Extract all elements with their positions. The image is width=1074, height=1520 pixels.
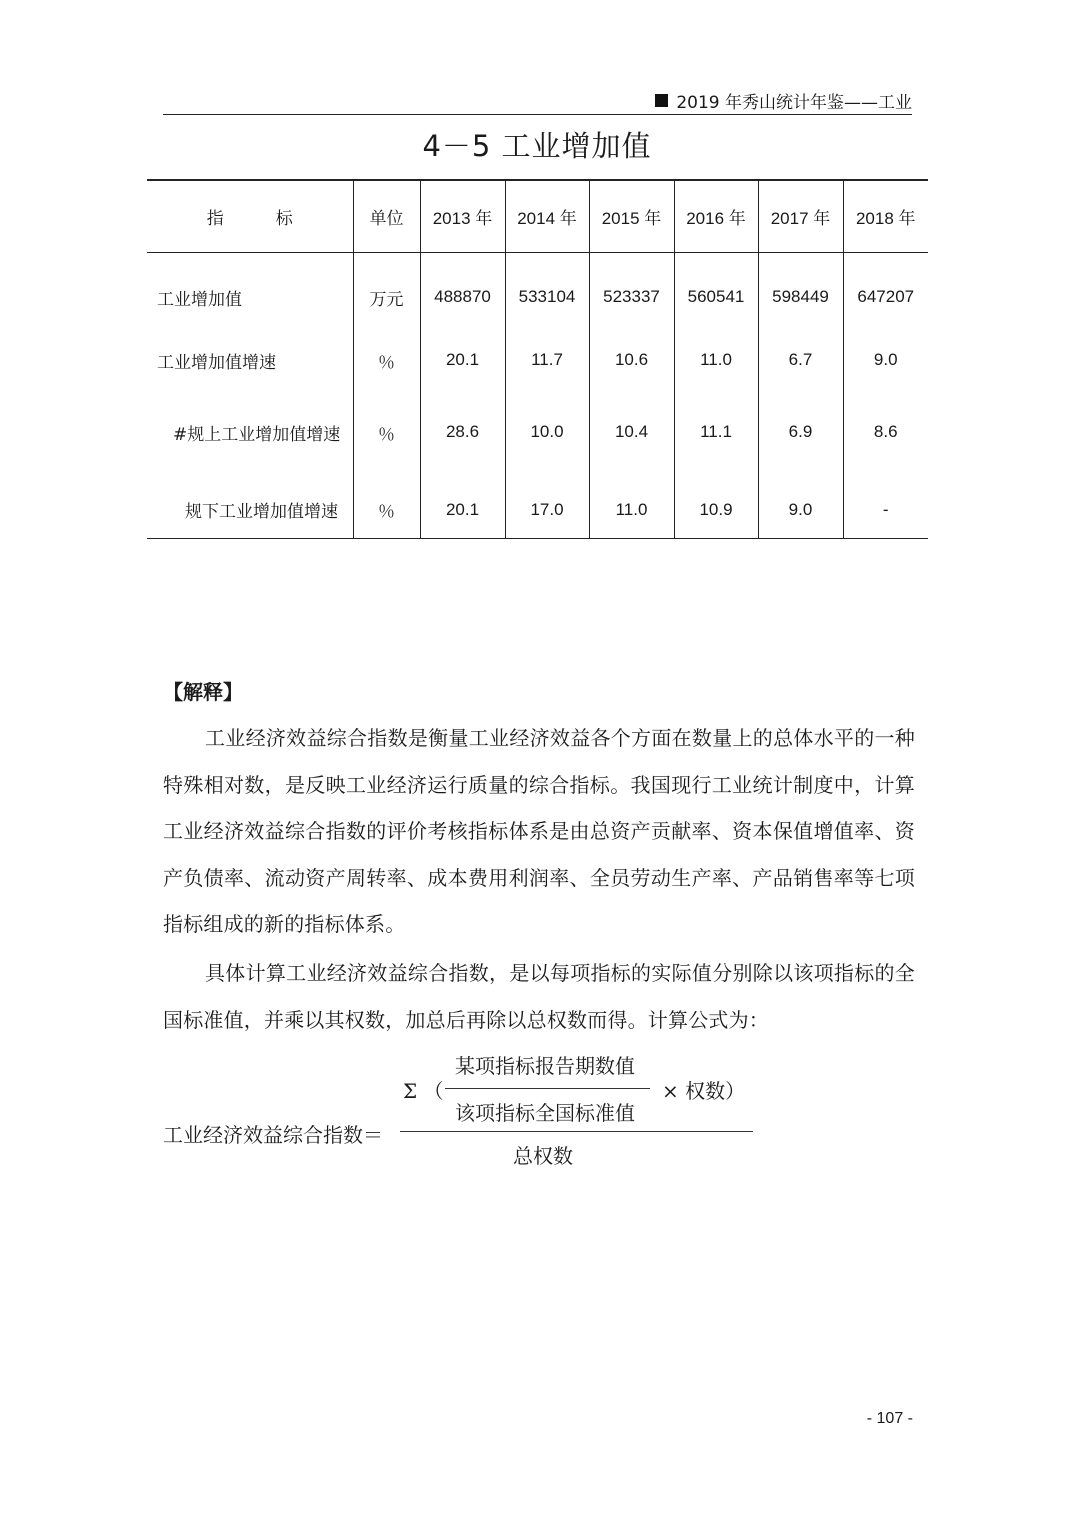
cell-value: 9.0 <box>843 324 928 396</box>
formula-sigma: Σ （ <box>403 1079 444 1103</box>
header-year: 2018 年 <box>843 180 928 252</box>
cell-value: 10.0 <box>505 396 589 468</box>
table-header-row <box>147 180 928 252</box>
header-year: 2013 年 <box>420 180 505 252</box>
cell-value: 8.6 <box>843 396 928 468</box>
header-year: 2016 年 <box>674 180 758 252</box>
cell-value: 598449 <box>758 252 843 324</box>
cell-value: 560541 <box>674 252 758 324</box>
cell-value: 17.0 <box>505 468 589 538</box>
table-row <box>147 252 928 324</box>
cell-value: 523337 <box>589 252 674 324</box>
running-header <box>163 86 912 115</box>
cell-value: 28.6 <box>420 396 505 468</box>
explanation-heading: 【解释】 <box>163 680 243 704</box>
row-label: 工业增加值 <box>157 289 242 310</box>
cell-value: 533104 <box>505 252 589 324</box>
row-label: 规下工业增加值增速 <box>147 468 353 538</box>
cell-value: 6.7 <box>758 324 843 396</box>
formula-times-weight: × 权数） <box>662 1079 746 1103</box>
header-year: 2014 年 <box>505 180 589 252</box>
formula-total-weight: 总权数 <box>513 1144 573 1168</box>
header-indicator: 指 标 <box>147 180 353 252</box>
cell-value: 20.1 <box>420 468 505 538</box>
row-label: 工业增加值增速 <box>157 352 276 373</box>
cell-value: 11.0 <box>589 468 674 538</box>
cell-value: 11.1 <box>674 396 758 468</box>
cell-value: 20.1 <box>420 324 505 396</box>
formula-inner-fraction-bar <box>445 1088 650 1089</box>
explanation-paragraph: 工业经济效益综合指数是衡量工业经济效益各个方面在数量上的总体水平的一种特殊相对数，是反映工业经济运行质量的综合指标。我国现行工业统计制度中，计算工业经济效益综合指数的评价考核指标体系是由总资产贡献率、资本保值增值率、资产负债率、流动资产周转率、成本费用利润率、全员劳动生产率、产品销售率等七项指标组成的新的指标体系。 <box>163 726 915 936</box>
formula-numerator: 某项指标报告期数值 <box>455 1054 635 1078</box>
row-unit: ％ <box>353 396 420 468</box>
header-year: 2017 年 <box>758 180 843 252</box>
table-row <box>147 468 928 538</box>
formula-denominator: 该项指标全国标准值 <box>455 1101 635 1125</box>
formula-lhs: 工业经济效益综合指数＝ <box>163 1123 383 1147</box>
header-text: 2019 年秀山统计年鉴——工业 <box>676 93 912 113</box>
cell-value: 9.0 <box>758 468 843 538</box>
cell-value: 11.7 <box>505 324 589 396</box>
industry-value-added-table <box>147 179 928 539</box>
table-row <box>147 324 928 396</box>
cell-value: 10.4 <box>589 396 674 468</box>
formula-outer-fraction-bar <box>400 1131 753 1132</box>
explanation-paragraph: 具体计算工业经济效益综合指数，是以每项指标的实际值分别除以该项指标的全国标准值，并乘以其权数，加总后再除以总权数而得。计算公式为： <box>163 961 915 1032</box>
cell-value: 647207 <box>843 252 928 324</box>
table-title: 4－5 工业增加值 <box>422 129 652 163</box>
row-label: #规上工业增加值增速 <box>173 424 341 445</box>
header-year: 2015 年 <box>589 180 674 252</box>
cell-value: 6.9 <box>758 396 843 468</box>
row-unit: ％ <box>353 468 420 538</box>
black-square-icon <box>655 94 668 107</box>
row-unit: ％ <box>353 324 420 396</box>
cell-value: 11.0 <box>674 324 758 396</box>
cell-value: 488870 <box>420 252 505 324</box>
cell-value: - <box>843 468 928 538</box>
page-number: - 107 - <box>866 1410 913 1427</box>
cell-value: 10.9 <box>674 468 758 538</box>
row-unit: 万元 <box>353 252 420 324</box>
cell-value: 10.6 <box>589 324 674 396</box>
table-row <box>147 396 928 468</box>
header-unit: 单位 <box>353 180 420 252</box>
